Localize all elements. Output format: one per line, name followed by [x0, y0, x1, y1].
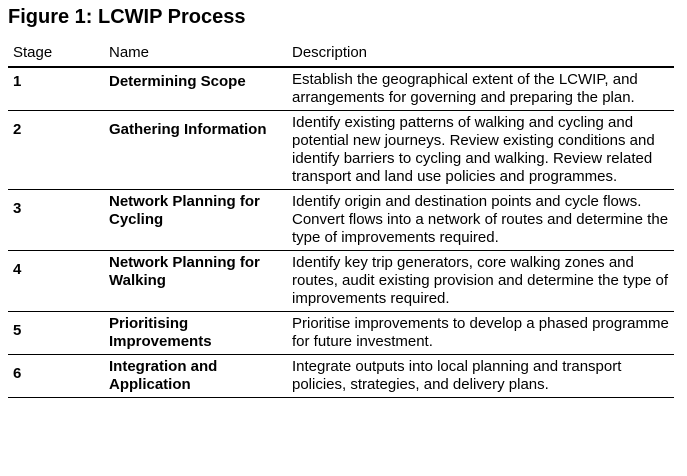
stage-number: 2 [8, 111, 109, 190]
process-table [8, 40, 674, 398]
stage-description: Integrate outputs into local planning and transport policies, strategies, and delivery plans. [292, 355, 674, 398]
stage-name: Integration and Application [109, 355, 292, 398]
stage-number: 5 [8, 312, 109, 355]
stage-description: Identify existing patterns of walking and cycling and potential new journeys. Review existing conditions and identify barriers to cycling and walking. Review related transport and land use policies and programmes. [292, 111, 674, 190]
table-row [8, 190, 674, 251]
stage-description: Identify origin and destination points and cycle flows. Convert flows into a network of routes and determine the type of improvements required. [292, 190, 674, 251]
stage-number: 4 [8, 251, 109, 312]
stage-name: Determining Scope [109, 67, 292, 111]
table-row [8, 67, 674, 111]
column-header-description: Description [292, 40, 674, 67]
table-row [8, 111, 674, 190]
stage-description: Identify key trip generators, core walking zones and routes, audit existing provision and determine the type of improvements required. [292, 251, 674, 312]
stage-name: Network Planning for Cycling [109, 190, 292, 251]
stage-description: Prioritise improvements to develop a phased programme for future investment. [292, 312, 674, 355]
column-header-name: Name [109, 40, 292, 67]
column-header-stage: Stage [8, 40, 109, 67]
table-row [8, 312, 674, 355]
figure-title: Figure 1: LCWIP Process [8, 6, 246, 28]
table-row [8, 251, 674, 312]
stage-name: Prioritising Improvements [109, 312, 292, 355]
stage-number: 3 [8, 190, 109, 251]
stage-name: Network Planning for Walking [109, 251, 292, 312]
stage-description: Establish the geographical extent of the LCWIP, and arrangements for governing and preparing the plan. [292, 67, 674, 111]
table-header-row [8, 40, 674, 67]
table-row [8, 355, 674, 398]
stage-name: Gathering Information [109, 111, 292, 190]
stage-number: 1 [8, 67, 109, 111]
stage-number: 6 [8, 355, 109, 398]
